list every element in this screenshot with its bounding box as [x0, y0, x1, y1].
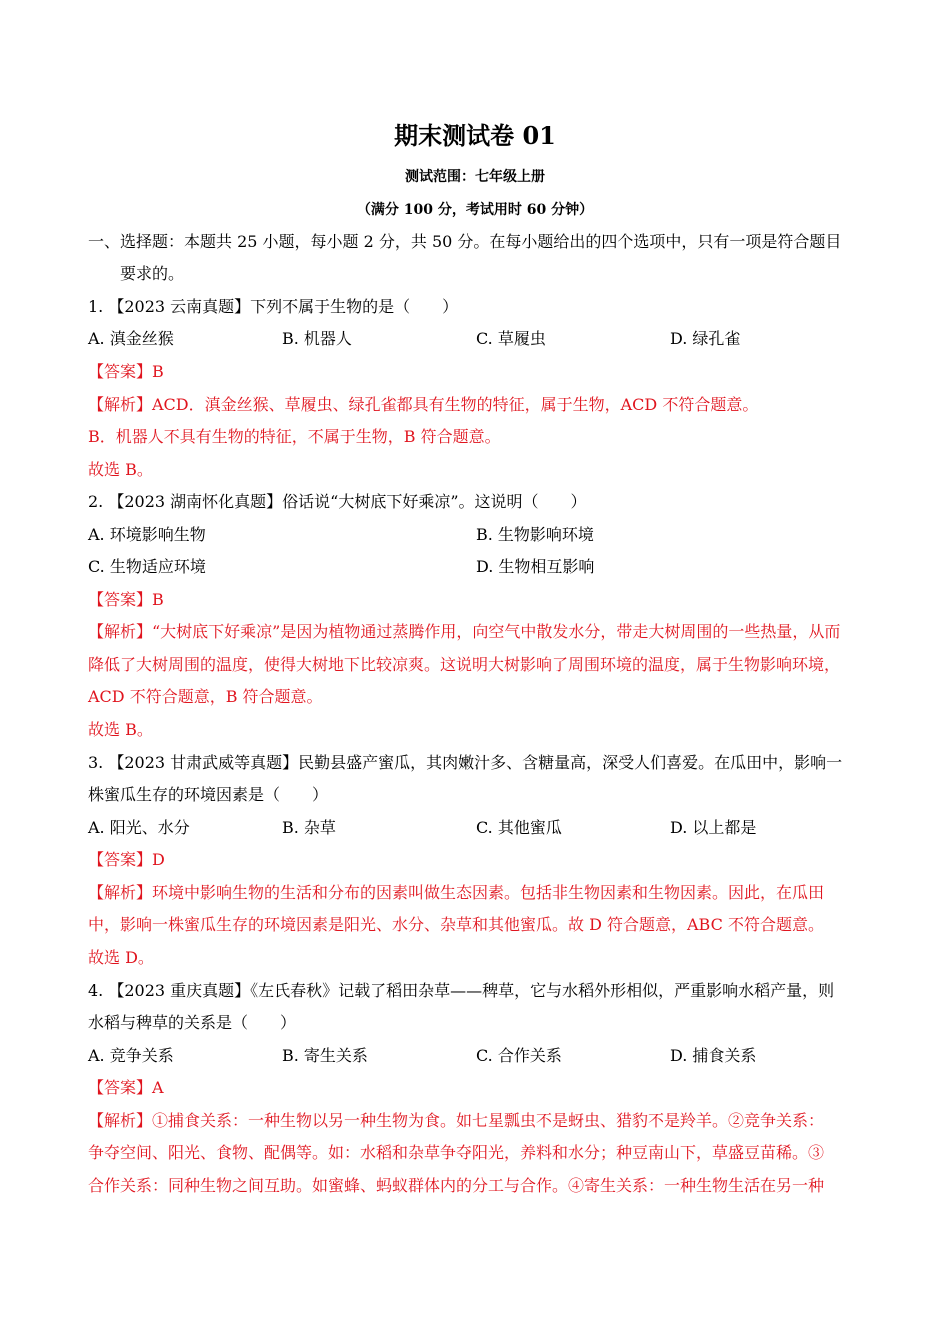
q3-option-d: D. 以上都是 [670, 818, 757, 837]
q4-option-d: D. 捕食关系 [670, 1046, 757, 1065]
q3-option-b: B. 杂草 [282, 818, 336, 837]
question-2-stem: 2. 【2023 湖南怀化真题】俗话说“大树底下好乘凉”。这说明（ ） [88, 492, 587, 511]
q4-analysis-1: 【解析】①捕食关系：一种生物以另一种生物为食。如七星瓢虫不是蚜虫、猎豹不是羚羊。②竞争关系： [88, 1111, 825, 1130]
section-heading-cont: 要求的。 [120, 264, 185, 283]
q1-option-c: C. 草履虫 [476, 329, 546, 348]
q4-answer: 【答案】A [88, 1078, 164, 1097]
q3-option-c: C. 其他蜜瓜 [476, 818, 562, 837]
q3-option-a: A. 阳光、水分 [88, 818, 190, 837]
q3-analysis-2: 中，影响一株蜜瓜生存的环境因素是阳光、水分、杂草和其他蜜瓜。故 D 符合题意，ABC 不符合题意。 [88, 915, 824, 934]
q2-option-a: A. 环境影响生物 [88, 525, 206, 544]
q2-option-d: D. 生物相互影响 [476, 557, 595, 576]
q1-analysis-1: 【解析】ACD．滇金丝猴、草履虫、绿孔雀都具有生物的特征，属于生物，ACD 不符合题意。 [88, 395, 759, 414]
q1-option-a: A. 滇金丝猴 [88, 329, 174, 348]
q2-option-b: B. 生物影响环境 [476, 525, 594, 544]
q4-option-c: C. 合作关系 [476, 1046, 562, 1065]
q1-option-b: B. 机器人 [282, 329, 352, 348]
question-3-stem-2: 株蜜瓜生存的环境因素是（ ） [88, 785, 329, 804]
q1-option-d: D. 绿孔雀 [670, 329, 741, 348]
q2-analysis-1: 【解析】“大树底下好乘凉”是因为植物通过蒸腾作用，向空气中散发水分，带走大树周围的一些热量，从而 [88, 622, 841, 641]
page-title: 期末测试卷 01 [394, 121, 556, 150]
q3-answer: 【答案】D [88, 850, 165, 869]
question-4-stem-2: 水稻与稗草的关系是（ ） [88, 1013, 297, 1032]
q1-answer: 【答案】B [88, 362, 164, 381]
test-info: （满分 100 分，考试用时 60 分钟） [356, 202, 594, 218]
question-3-stem-1: 3. 【2023 甘肃武威等真题】民勤县盛产蜜瓜，其肉嫩汁多、含糖量高，深受人们喜爱。在瓜田中，影响一 [88, 753, 843, 772]
q2-option-c: C. 生物适应环境 [88, 557, 206, 576]
question-4-stem-1: 4. 【2023 重庆真题】《左氏春秋》记载了稻田杂草——稗草，它与水稻外形相似，严重影响水稻产量，则 [88, 981, 835, 1000]
q3-conclusion: 故选 D。 [88, 948, 154, 967]
q2-answer: 【答案】B [88, 590, 164, 609]
q1-analysis-2: B．机器人不具有生物的特征，不属于生物，B 符合题意。 [88, 427, 501, 446]
q1-conclusion: 故选 B。 [88, 460, 153, 479]
q4-analysis-3: 合作关系：同种生物之间互助。如蜜蜂、蚂蚁群体内的分工与合作。④寄生关系：一种生物生活在另一种 [88, 1176, 825, 1195]
test-scope: 测试范围：七年级上册 [405, 169, 545, 185]
q2-analysis-2: 降低了大树周围的温度，使得大树地下比较凉爽。这说明大树影响了周围环境的温度，属于生物影响环境， [88, 655, 841, 674]
q4-analysis-2: 争夺空间、阳光、食物、配偶等。如：水稻和杂草争夺阳光，养料和水分；种豆南山下，草盛豆苗稀。③ [88, 1143, 825, 1162]
question-1-stem: 1. 【2023 云南真题】下列不属于生物的是（ ） [88, 297, 459, 316]
section-heading: 一、选择题：本题共 25 小题，每小题 2 分，共 50 分。在每小题给出的四个选项中，只有一项是符合题目 [88, 232, 842, 251]
q2-analysis-3: ACD 不符合题意，B 符合题意。 [88, 687, 323, 706]
q3-analysis-1: 【解析】环境中影响生物的生活和分布的因素叫做生态因素。包括非生物因素和生物因素。因此，在瓜田 [88, 883, 825, 902]
q4-option-a: A. 竞争关系 [88, 1046, 174, 1065]
q2-conclusion: 故选 B。 [88, 720, 153, 739]
q4-option-b: B. 寄生关系 [282, 1046, 368, 1065]
